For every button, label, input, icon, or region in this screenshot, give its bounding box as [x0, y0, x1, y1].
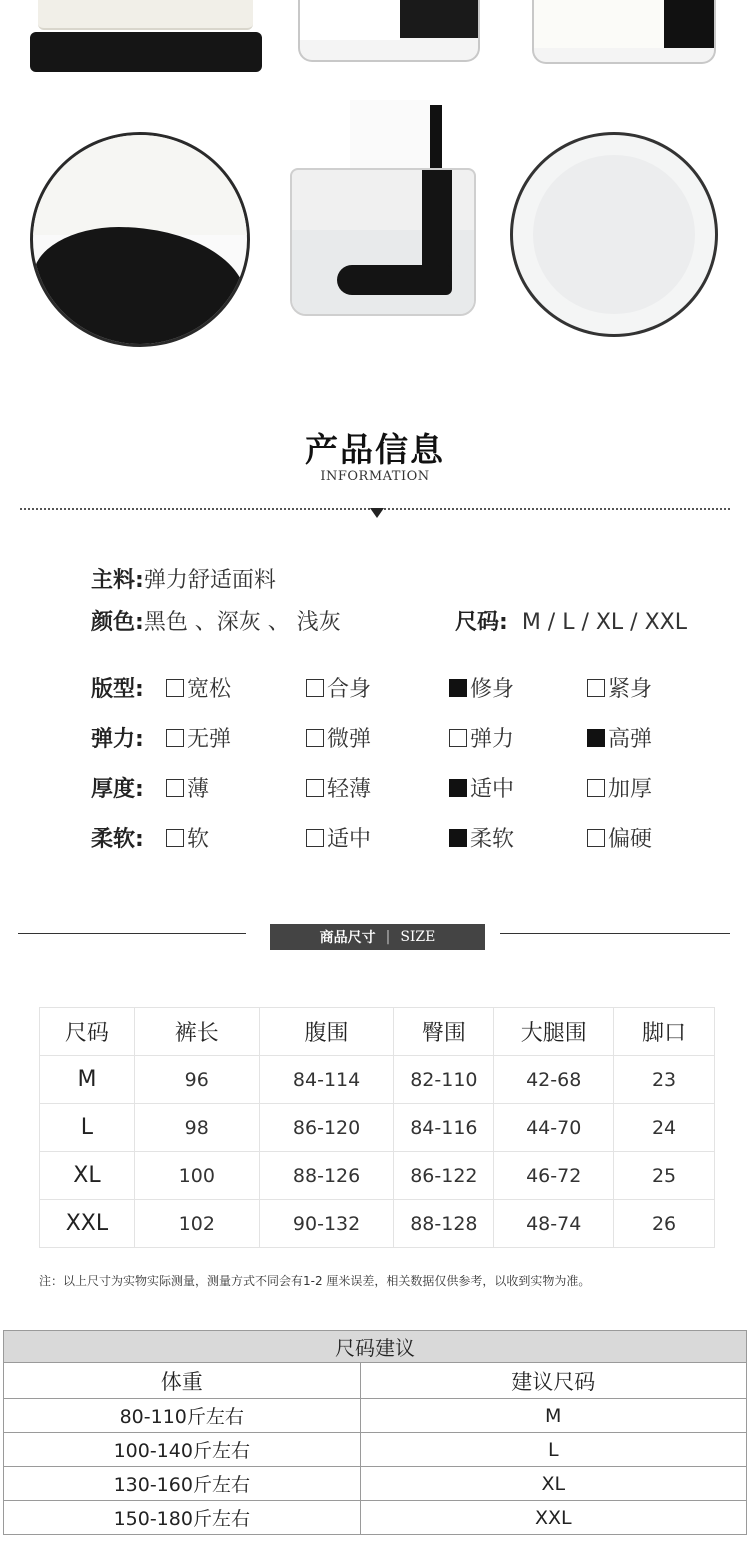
checkbox-empty-icon[interactable]: [587, 679, 605, 697]
attribute-option-text: 弹力: [470, 727, 515, 752]
info-title: 产品信息: [305, 430, 445, 469]
recommended-size-cell: M: [360, 1399, 746, 1433]
checkbox-empty-icon[interactable]: [306, 779, 324, 797]
fabric-bowl-photo: [30, 132, 250, 347]
material-row: [91, 563, 276, 594]
attribute-option-text: 无弹: [187, 727, 232, 752]
attribute-option[interactable]: [587, 822, 652, 853]
table-row: [4, 1467, 747, 1501]
checkbox-empty-icon[interactable]: [306, 679, 324, 697]
attribute-option[interactable]: [587, 722, 652, 753]
attribute-option[interactable]: [587, 772, 652, 803]
table-row: [40, 1200, 715, 1248]
attribute-option-text: 修身: [470, 677, 515, 702]
size-value-cell: 82-110: [394, 1056, 494, 1104]
arrow-down-icon: [370, 508, 384, 518]
size-table-header: [40, 1008, 715, 1056]
checkbox-empty-icon[interactable]: [306, 729, 324, 747]
info-subtitle: INFORMATION: [320, 469, 430, 484]
attribute-option[interactable]: [306, 672, 371, 703]
attribute-option[interactable]: [449, 722, 514, 753]
size-value-cell: 42-68: [494, 1056, 614, 1104]
attribute-option[interactable]: [306, 722, 371, 753]
size-table: [39, 1007, 715, 1248]
size-code-cell: XXL: [40, 1200, 135, 1248]
size-label: 尺码:: [455, 610, 508, 635]
table-row: [40, 1152, 715, 1200]
attribute-option[interactable]: [449, 672, 514, 703]
attribute-option[interactable]: [587, 672, 652, 703]
checkbox-checked-icon[interactable]: [587, 729, 605, 747]
attribute-option-text: 薄: [187, 777, 210, 802]
attribute-option-text: 紧身: [608, 677, 653, 702]
size-code-cell: XL: [40, 1152, 135, 1200]
checkbox-empty-icon[interactable]: [166, 779, 184, 797]
attribute-option[interactable]: [166, 822, 209, 853]
advice-caption: 尺码建议: [4, 1331, 747, 1363]
size-table-header-cell: 大腿围: [494, 1008, 614, 1056]
size-value-cell: 102: [134, 1200, 259, 1248]
checkbox-checked-icon[interactable]: [449, 779, 467, 797]
size-value-cell: 84-116: [394, 1104, 494, 1152]
attribute-option-text: 微弹: [327, 727, 372, 752]
size-title-en: SIZE: [400, 929, 436, 945]
checkbox-empty-icon[interactable]: [166, 829, 184, 847]
size-value-cell: 98: [134, 1104, 259, 1152]
size-row: [455, 605, 687, 636]
size-value-cell: 44-70: [494, 1104, 614, 1152]
size-value-cell: 100: [134, 1152, 259, 1200]
checkbox-empty-icon[interactable]: [449, 729, 467, 747]
size-value-cell: 48-74: [494, 1200, 614, 1248]
weight-cell: 80-110斤左右: [4, 1399, 361, 1433]
material-value: 弹力舒适面料: [143, 568, 276, 593]
size-table-header-cell: 脚口: [614, 1008, 715, 1056]
recommended-size-cell: XL: [360, 1467, 746, 1501]
glass-jar-photo-top-right: [532, 0, 716, 64]
attribute-label: 厚度:: [91, 777, 144, 802]
size-table-header-cell: 裤长: [134, 1008, 259, 1056]
checkbox-empty-icon[interactable]: [587, 829, 605, 847]
checkbox-empty-icon[interactable]: [306, 829, 324, 847]
product-photos: [0, 0, 750, 380]
attribute-option[interactable]: [449, 772, 514, 803]
folded-fabric-photo: [30, 0, 262, 75]
attribute-option[interactable]: [166, 722, 231, 753]
size-code-cell: L: [40, 1104, 135, 1152]
size-table-header-cell: 臀围: [394, 1008, 494, 1056]
advice-header-cell: 体重: [4, 1363, 361, 1399]
size-section-title: [270, 924, 485, 950]
size-value-cell: 46-72: [494, 1152, 614, 1200]
table-row: [4, 1399, 747, 1433]
attribute-option-text: 宽松: [187, 677, 232, 702]
advice-header-cell: 建议尺码: [360, 1363, 746, 1399]
color-row: [91, 605, 341, 636]
attribute-option-text: 偏硬: [608, 827, 653, 852]
recommended-size-cell: XXL: [360, 1501, 746, 1535]
table-row: [4, 1433, 747, 1467]
weight-cell: 100-140斤左右: [4, 1433, 361, 1467]
size-value-cell: 88-126: [259, 1152, 394, 1200]
size-value-cell: 90-132: [259, 1200, 394, 1248]
size-value-cell: 86-122: [394, 1152, 494, 1200]
foam-bowl-photo: [510, 132, 718, 337]
checkbox-empty-icon[interactable]: [587, 779, 605, 797]
size-value-cell: 88-128: [394, 1200, 494, 1248]
size-value-cell: 86-120: [259, 1104, 394, 1152]
attribute-option-text: 高弹: [608, 727, 653, 752]
size-divider-right: [500, 933, 730, 934]
size-table-header-cell: 腹围: [259, 1008, 394, 1056]
checkbox-checked-icon[interactable]: [449, 679, 467, 697]
glass-jar-photo-top: [298, 0, 480, 62]
material-label: 主料:: [91, 568, 144, 593]
color-label: 颜色:: [91, 610, 144, 635]
size-code-cell: M: [40, 1056, 135, 1104]
attribute-option-text: 适中: [327, 827, 372, 852]
weight-cell: 130-160斤左右: [4, 1467, 361, 1501]
table-row: [4, 1501, 747, 1535]
attribute-option[interactable]: [449, 822, 514, 853]
advice-header: [4, 1363, 747, 1399]
size-divider-left: [18, 933, 246, 934]
attribute-option-text: 轻薄: [327, 777, 372, 802]
attribute-label: 弹力:: [91, 727, 144, 752]
attribute-option[interactable]: [306, 822, 371, 853]
attribute-option-text: 合身: [327, 677, 372, 702]
size-title-sep: |: [385, 929, 391, 945]
attribute-option[interactable]: [166, 672, 231, 703]
recommended-size-cell: L: [360, 1433, 746, 1467]
weight-cell: 150-180斤左右: [4, 1501, 361, 1535]
attribute-label: 版型:: [91, 677, 144, 702]
size-table-header-cell: 尺码: [40, 1008, 135, 1056]
attribute-label: 柔软:: [91, 827, 144, 852]
measurement-note: 注：以上尺寸为实物实际测量，测量方式不同会有1-2 厘米误差，相关数据仅供参考，以收到实物为准。: [39, 1274, 591, 1288]
checkbox-empty-icon[interactable]: [166, 729, 184, 747]
color-value: 黑色 、深灰 、 浅灰: [143, 610, 341, 635]
size-value: M / L / XL / XXL: [521, 610, 687, 635]
size-value-cell: 23: [614, 1056, 715, 1104]
checkbox-empty-icon[interactable]: [166, 679, 184, 697]
size-value-cell: 84-114: [259, 1056, 394, 1104]
table-row: [40, 1056, 715, 1104]
attribute-option[interactable]: [306, 772, 371, 803]
size-value-cell: 26: [614, 1200, 715, 1248]
table-row: [40, 1104, 715, 1152]
attribute-option-text: 软: [187, 827, 210, 852]
attribute-option-text: 加厚: [608, 777, 653, 802]
attribute-option[interactable]: [166, 772, 209, 803]
size-title-cn: 商品尺寸: [319, 930, 376, 946]
size-value-cell: 24: [614, 1104, 715, 1152]
size-value-cell: 96: [134, 1056, 259, 1104]
sock-in-water-photo: [290, 100, 476, 318]
attribute-option-text: 适中: [470, 777, 515, 802]
checkbox-checked-icon[interactable]: [449, 829, 467, 847]
size-advice-table: [3, 1330, 747, 1535]
size-value-cell: 25: [614, 1152, 715, 1200]
attribute-option-text: 柔软: [470, 827, 515, 852]
